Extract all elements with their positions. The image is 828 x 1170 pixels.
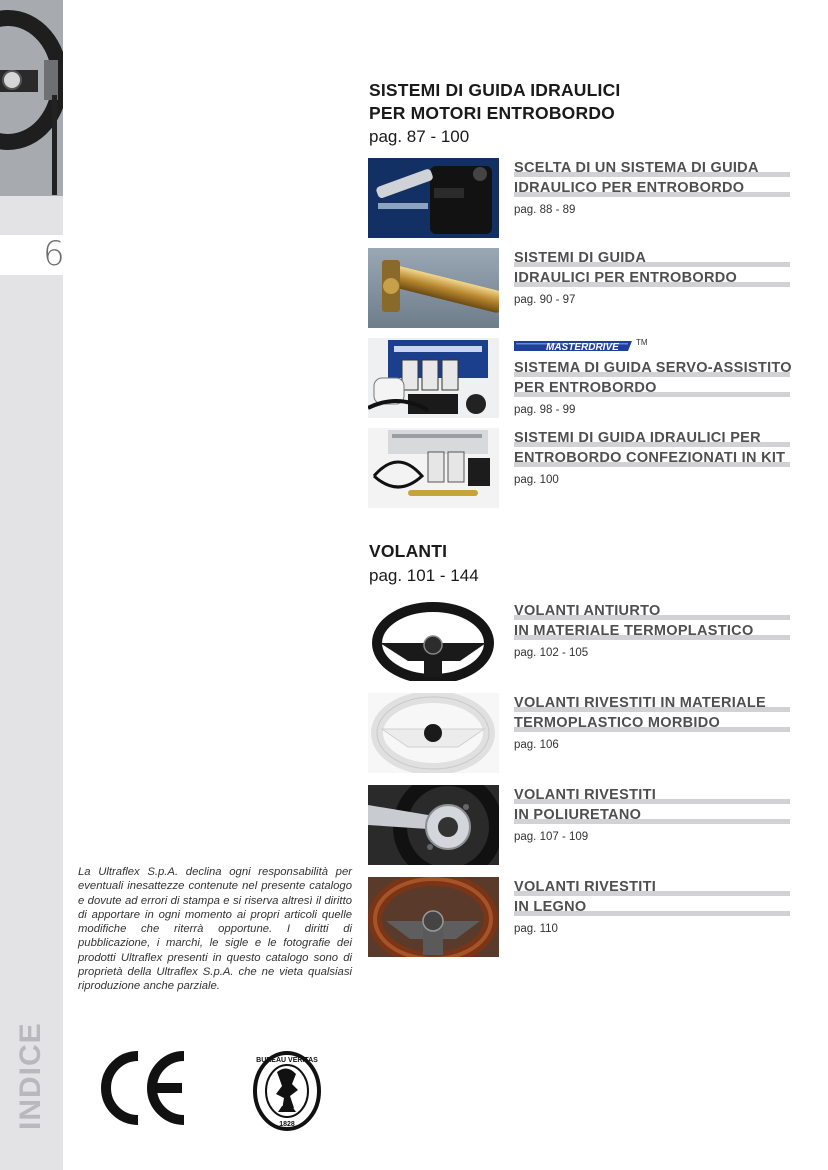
wood-wheel-photo <box>368 877 499 957</box>
entry-title-line: SISTEMI DI GUIDA <box>514 248 790 268</box>
entry-title-line: IDRAULICI PER ENTROBORDO <box>514 268 790 288</box>
entry-title-line: VOLANTI RIVESTITI IN MATERIALE <box>514 693 790 713</box>
bureau-veritas-year: 1828 <box>279 1121 295 1128</box>
hydraulic-pump-photo <box>368 158 499 238</box>
entry-title-line: IN LEGNO <box>514 897 790 917</box>
kit-photo <box>368 428 499 508</box>
section-title-line: VOLANTI <box>369 541 448 561</box>
entry-title-line: IN MATERIALE TERMOPLASTICO <box>514 621 790 641</box>
ce-mark-icon <box>100 1050 188 1126</box>
entry-pages: pag. 100 <box>514 474 559 486</box>
bureau-veritas-text: BUREAU VERITAS <box>256 1057 318 1064</box>
index-entry[interactable] <box>368 158 790 240</box>
entry-title-line: TERMOPLASTICO MORBIDO <box>514 713 790 733</box>
masterdrive-logo <box>514 338 790 354</box>
section-title-wheels <box>369 540 447 563</box>
index-entry[interactable] <box>368 785 790 867</box>
masterdrive-logo-text: MASTERDRIVE <box>546 342 619 353</box>
entry-pages: pag. 88 - 89 <box>514 204 576 216</box>
index-entry[interactable] <box>368 338 790 420</box>
entry-title-line: VOLANTI ANTIURTO <box>514 601 790 621</box>
servo-system-photo <box>368 338 499 418</box>
entry-title-line: ENTROBORDO CONFEZIONATI IN KIT <box>514 448 790 468</box>
entry-pages: pag. 90 - 97 <box>514 294 576 306</box>
entry-pages: pag. 110 <box>514 923 558 935</box>
index-entry[interactable] <box>368 693 790 775</box>
entry-pages: pag. 107 - 109 <box>514 831 589 843</box>
bureau-veritas-logo <box>252 1050 322 1132</box>
trademark-mark: TM <box>636 338 648 347</box>
steering-wheel-photo <box>0 0 63 196</box>
section-pages-hydraulic: pag. 87 - 100 <box>369 127 470 146</box>
entry-title-line: VOLANTI RIVESTITI <box>514 877 790 897</box>
entry-title-line: SCELTA DI UN SISTEMA DI GUIDA <box>514 158 790 178</box>
polyurethane-wheel-photo <box>368 785 499 865</box>
index-entry[interactable] <box>368 601 790 683</box>
entry-title-line: IN POLIURETANO <box>514 805 790 825</box>
entry-title-line: PER ENTROBORDO <box>514 378 790 398</box>
index-entry[interactable] <box>368 428 790 510</box>
page-number: 6 <box>43 234 65 274</box>
black-wheel-photo <box>368 601 499 681</box>
section-title-line: PER MOTORI ENTROBORDO <box>369 103 615 123</box>
entry-title-line: SISTEMI DI GUIDA IDRAULICI PER <box>514 428 790 448</box>
section-title-line: SISTEMI DI GUIDA IDRAULICI <box>369 80 621 100</box>
section-title-hydraulic <box>369 79 621 125</box>
entry-pages: pag. 106 <box>514 739 559 751</box>
index-entry[interactable] <box>368 248 790 330</box>
hydraulic-cylinder-photo <box>368 248 499 328</box>
entry-pages: pag. 102 - 105 <box>514 647 589 659</box>
index-entry[interactable] <box>368 877 790 959</box>
disclaimer-text: La Ultraflex S.p.A. declina ogni responsabilità per eventuali inesattezze contenute nel presente catalogo e dovute ad errori di stampa e si riserva altresì il diritto di apportare in ogni momento ai propri articoli quelle modifiche che riterrà opportune. I diritti di pubblicazione, i marchi, le sigle e le fotografie dei prodotti Ultraflex presenti in questo catalogo sono di proprietà della Ultraflex S.p.A. che ne vieta qualsiasi riproduzione anche parziale. <box>78 866 352 993</box>
section-pages-wheels: pag. 101 - 144 <box>369 566 479 585</box>
entry-title-line: VOLANTI RIVESTITI <box>514 785 790 805</box>
white-wheel-photo <box>368 693 499 773</box>
entry-title-line: IDRAULICO PER ENTROBORDO <box>514 178 790 198</box>
entry-pages: pag. 98 - 99 <box>514 404 576 416</box>
entry-title-line: SISTEMA DI GUIDA SERVO-ASSISTITO <box>514 360 792 376</box>
sidebar-section-label: INDICE <box>14 1022 47 1130</box>
